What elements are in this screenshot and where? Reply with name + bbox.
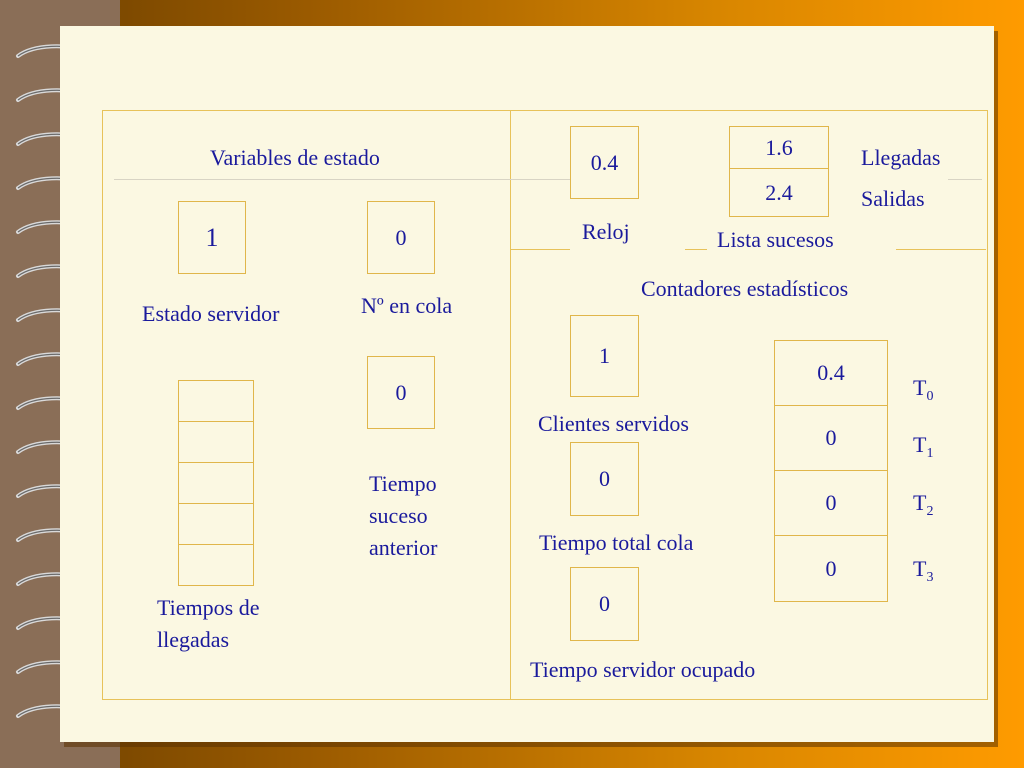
- server-state-box: 1: [178, 201, 246, 274]
- title-underline-mid: [510, 179, 570, 180]
- event-departures-box: 2.4: [729, 168, 829, 217]
- busy-time-box: 0: [570, 567, 639, 641]
- queue-time-label: Tiempo total cola: [539, 530, 694, 555]
- arrival-time-cell: [178, 544, 254, 586]
- event-arrivals-box: 1.6: [729, 126, 829, 169]
- t0-box: 0.4: [774, 340, 888, 406]
- prev-event-time-box: 0: [367, 356, 435, 429]
- arrival-time-cell: [178, 462, 254, 504]
- arrival-time-cell: [178, 421, 254, 463]
- served-box: 1: [570, 315, 639, 397]
- queue-time-box: 0: [570, 442, 639, 516]
- prev-event-time-label: Tiempo suceso anterior: [369, 471, 438, 560]
- event-arrivals-label: Llegadas: [861, 145, 941, 170]
- separator-3: [896, 249, 986, 250]
- t1-label: $T_1$: [913, 432, 934, 461]
- counters-title: Contadores estadísticos: [641, 276, 849, 301]
- served-label: Clientes servidos: [538, 411, 689, 436]
- arrival-times-label: Tiempos de llegadas: [157, 595, 260, 652]
- queue-count-label: Nº en cola: [361, 293, 453, 318]
- clock-box: 0.4: [570, 126, 639, 199]
- panel-divider: [510, 110, 511, 700]
- queue-count-box: 0: [367, 201, 435, 274]
- clock-label: Reloj: [582, 219, 630, 244]
- state-variables-title: Variables de estado: [210, 145, 380, 170]
- arrival-time-cell: [178, 503, 254, 545]
- t2-label: $T_2$: [913, 490, 934, 519]
- separator-2: [685, 249, 707, 250]
- separator-1: [510, 249, 570, 250]
- title-underline-left: [114, 179, 510, 180]
- server-state-label: Estado servidor: [142, 301, 280, 326]
- busy-time-label: Tiempo servidor ocupado: [530, 657, 756, 682]
- event-departures-label: Salidas: [861, 186, 925, 211]
- t3-label: $T_3$: [913, 556, 934, 585]
- event-list-label: Lista sucesos: [717, 227, 834, 252]
- title-underline-right: [948, 179, 982, 180]
- t2-box: 0: [774, 470, 888, 536]
- t0-label: $T_0$: [913, 375, 934, 404]
- t3-box: 0: [774, 535, 888, 602]
- arrival-time-cell: [178, 380, 254, 422]
- notebook-page: [60, 26, 994, 742]
- t1-box: 0: [774, 405, 888, 471]
